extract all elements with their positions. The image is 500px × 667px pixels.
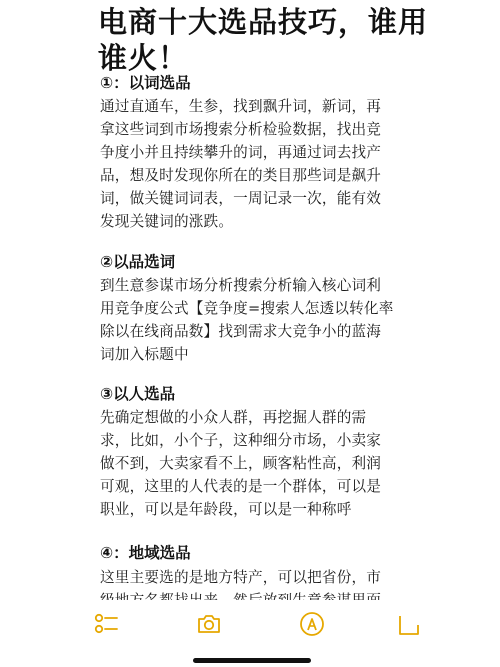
- section-heading-1: ①：以词选品: [100, 74, 191, 92]
- bottom-toolbar: [0, 600, 500, 667]
- section-body-3: [100, 406, 410, 521]
- section-body-2: [100, 274, 410, 366]
- pen-markup-icon: [298, 610, 326, 638]
- compose-icon: [396, 610, 424, 638]
- note-title-line-2: 谁火！: [98, 41, 189, 75]
- section-heading-4: ④：地域选品: [100, 544, 191, 562]
- body-line: 到生意参谋市场分析搜索分析输入核心词利: [100, 277, 382, 294]
- body-line: 品，想及时发现你所在的类目那些词是飙升: [100, 167, 382, 184]
- body-line: 用竞争度公式【竞争度=搜索人怎透以转化率: [100, 300, 394, 317]
- note-title: [98, 4, 428, 76]
- section-heading-3: ③以人选品: [100, 385, 176, 403]
- body-line: 词，做关键词词表，一周记录一次，能有效: [100, 190, 382, 207]
- camera-button[interactable]: [195, 610, 223, 638]
- body-line: 发现关键词的涨跌。: [100, 213, 234, 230]
- body-line: 先确定想做的小众人群，再挖掘人群的需: [100, 409, 367, 426]
- body-line: 争度小并且持续攀升的词，再通过词去找产: [100, 144, 382, 161]
- body-line: 这里主要选的是地方特产，可以把省份，市: [100, 569, 382, 586]
- section-heading-2: ②以品选词: [100, 253, 176, 271]
- body-line: 职业，可以是年龄段，可以是一种称呼: [100, 501, 352, 518]
- section-body-1: [100, 95, 410, 233]
- markup-button[interactable]: [298, 610, 326, 638]
- camera-icon: [195, 610, 223, 638]
- body-line: 通过直通车，生参，找到飘升词，新词，再: [100, 98, 382, 115]
- body-line: 词加入标题中: [100, 346, 189, 363]
- body-line: 拿这些词到市场搜索分析检验数据，找出竞: [100, 121, 382, 138]
- body-line: 做不到，大卖家看不上，顾客粘性高，利润: [100, 455, 382, 472]
- compose-button[interactable]: [396, 610, 406, 638]
- checklist-button[interactable]: [93, 610, 121, 638]
- checklist-icon: [93, 610, 121, 638]
- note-title-line-1: 电商十大选品技巧，谁用: [98, 5, 429, 39]
- body-line: 求，比如，小个子，这种细分市场，小卖家: [100, 432, 382, 449]
- body-line: 除以在线商品数】找到需求大竞争小的蓝海: [100, 323, 382, 340]
- body-line: 可观，这里的人代表的是一个群体，可以是: [100, 478, 382, 495]
- home-indicator[interactable]: [193, 658, 311, 663]
